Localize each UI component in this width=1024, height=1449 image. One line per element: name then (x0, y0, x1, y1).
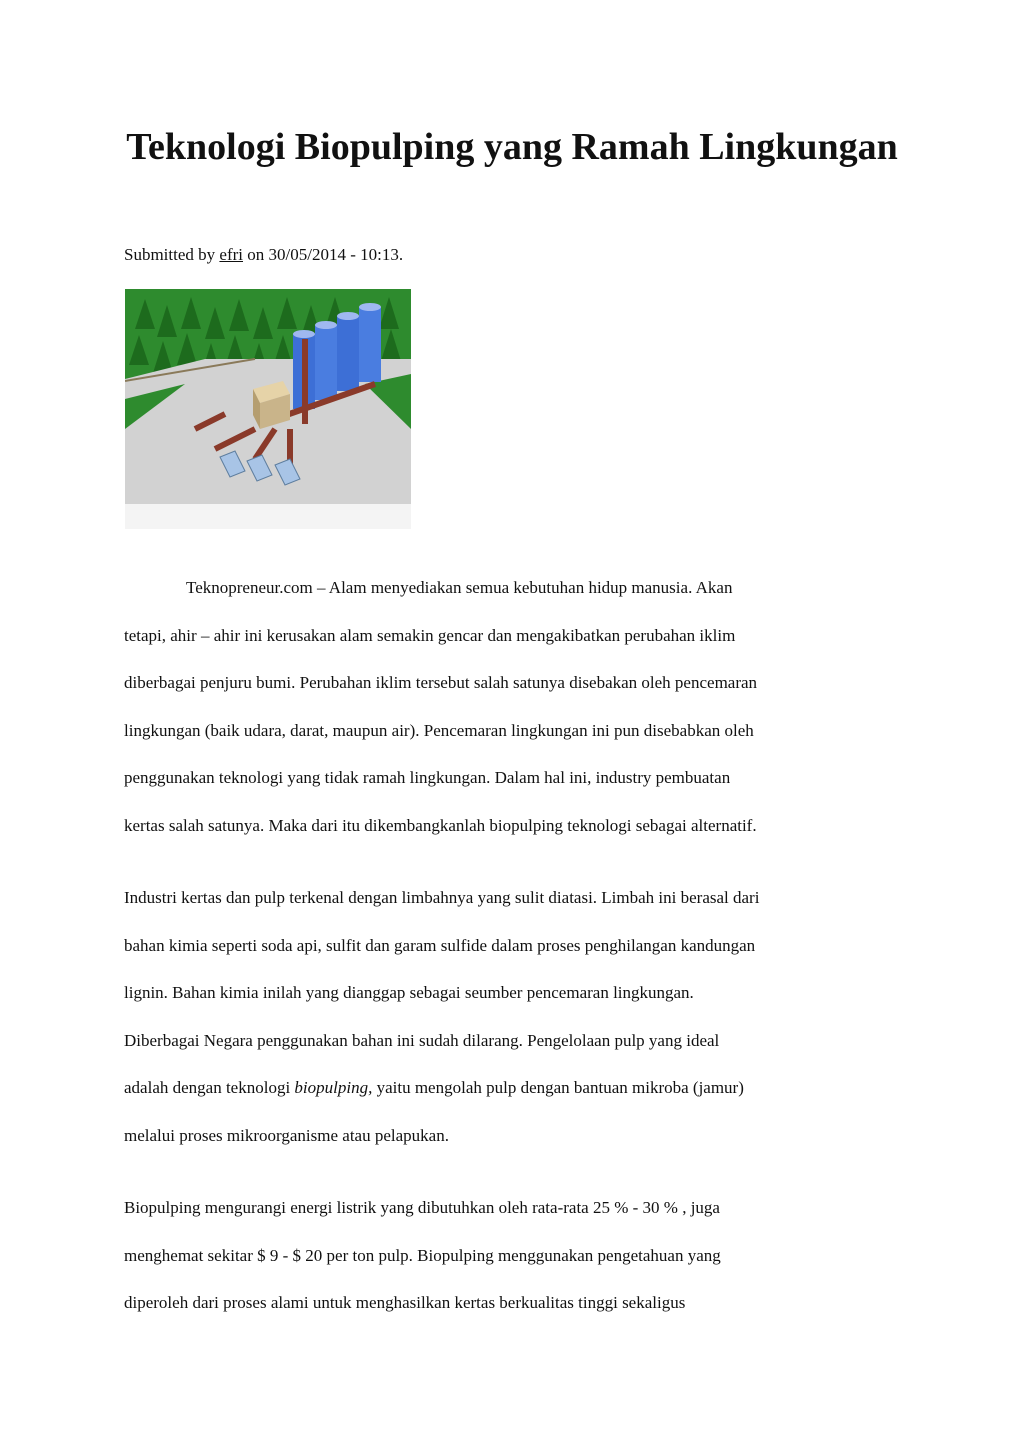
text-segment: adalah dengan teknologi (124, 1078, 295, 1098)
text-line: Teknopreneur.com – Alam menyediakan semua kebutuhan hidup manusia. Akan (186, 578, 733, 597)
image-bottom-margin (125, 504, 411, 529)
text-line: tetapi, ahir – ahir ini kerusakan alam semakin gencar dan mengakibatkan perubahan iklim (124, 625, 736, 645)
text-segment: yaitu mengolah pulp dengan bantuan mikroba (jamur) (372, 1078, 744, 1098)
text-line: Diberbagai Negara penggunakan bahan ini sudah dilarang. Pengelolaan pulp yang ideal (124, 1030, 720, 1050)
text-line (124, 1075, 904, 1123)
text-line: penggunakan teknologi yang tidak ramah lingkungan. Dalam hal ini, industry pembuatan (124, 768, 731, 788)
text-line: diperoleh dari proses alami untuk menghasilkan kertas berkualitas tinggi sekaligus (124, 1293, 686, 1313)
author-link[interactable]: efri (219, 245, 243, 264)
paragraph-1 (124, 575, 904, 861)
text-line: kertas salah satunya. Maka dari itu dikembangkanlah biopulping teknologi sebagai alternatif. (124, 815, 757, 835)
text-line: diberbagai penjuru bumi. Perubahan iklim tersebut salah satunya disebakan oleh pencemaran (124, 673, 758, 693)
text-line: Biopulping mengurangi energi listrik yang dibutuhkan oleh rata-rata 25 % - 30 % , juga (124, 1198, 720, 1217)
text-line: lingkungan (baik udara, darat, maupun air). Pencemaran lingkungan ini pun disebabkan oleh (124, 720, 754, 740)
meta-prefix: Submitted by (124, 245, 216, 264)
paragraph-2 (124, 885, 904, 1171)
meta-date: on 30/05/2014 - 10:13. (247, 245, 404, 264)
paragraph-3 (124, 1195, 904, 1338)
text-line: menghemat sekitar $ 9 - $ 20 per ton pulp. Biopulping menggunakan pengetahuan yang (124, 1245, 721, 1265)
text-line: lignin. Bahan kimia inilah yang dianggap sebagai seumber pencemaran lingkungan. (124, 983, 694, 1003)
page-title: Teknologi Biopulping yang Ramah Lingkungan (126, 126, 898, 168)
text-line: bahan kimia seperti soda api, sulfit dan garam sulfide dalam proses penghilangan kandungan (124, 935, 756, 955)
article-meta (124, 244, 403, 266)
text-line: melalui proses mikroorganisme atau pelapukan. (124, 1125, 449, 1145)
italic-term: biopulping, (294, 1078, 373, 1098)
text-line: Industri kertas dan pulp terkenal dengan limbahnya yang sulit diatasi. Limbah ini berasal dari (124, 888, 760, 907)
biopulping-plant-illustration (125, 289, 411, 529)
